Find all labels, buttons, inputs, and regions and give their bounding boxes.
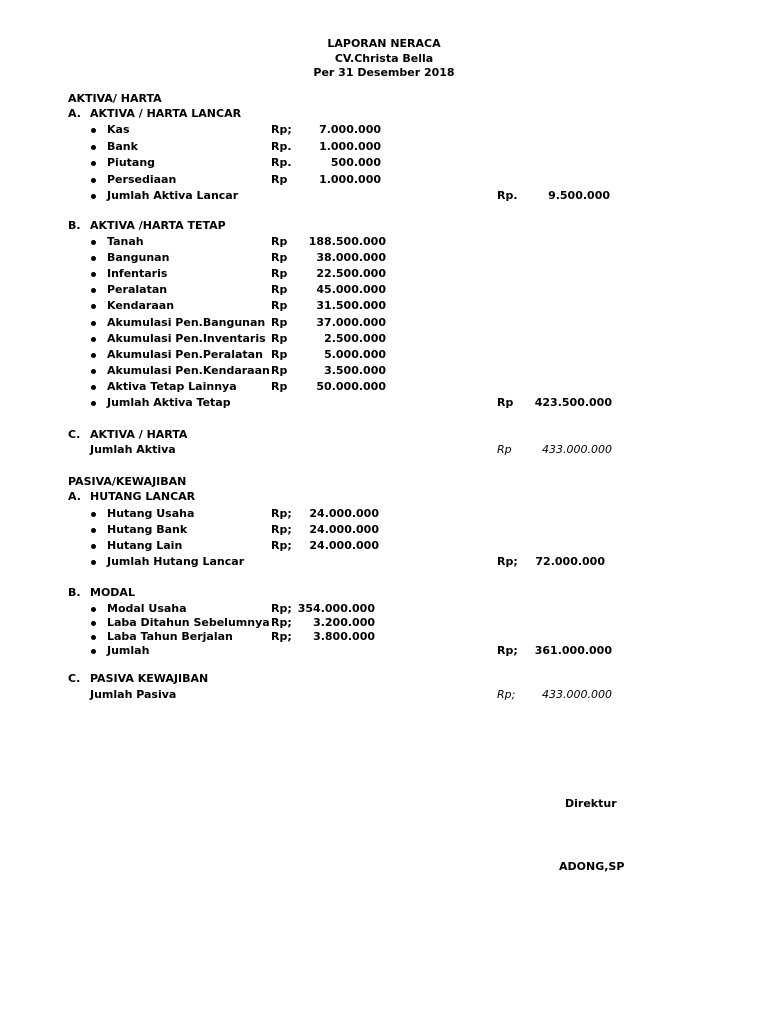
item-amount: 3.800.000 [313,630,375,643]
aktiva-heading: AKTIVA/ HARTA [68,92,162,105]
item-label: Hutang Lain [107,539,183,552]
item-amount: 3.200.000 [313,616,375,629]
item-label: Akumulasi Pen.Bangunan [107,315,266,329]
item-currency: Rp; [271,539,292,552]
item-label: Hutang Bank [107,523,188,536]
total-pasiva-label: Jumlah Pasiva [90,688,177,701]
item-currency: Rp [271,235,288,248]
item-currency: Rp [271,283,288,297]
total-label: Jumlah Aktiva Tetap [107,396,231,409]
section-title-aktiva-summary: AKTIVA / HARTA [90,428,188,441]
total-currency: Rp; [497,555,518,568]
bullet-icon [91,161,96,166]
bullet-icon [91,128,96,133]
item-amount: 1.000.000 [319,139,381,153]
item-currency: Rp [271,379,288,393]
total-aktiva-amount: 433.000.000 [542,443,612,456]
bullet-icon [91,272,96,277]
bullet-icon [91,649,96,654]
bullet-icon [91,337,96,342]
item-amount: 5.000.000 [324,347,386,361]
company-name: CV.Christa Bella [334,52,434,65]
item-currency: Rp. [271,139,292,153]
section-letter-aktiva-summary: C. [68,428,81,441]
item-amount: 500.000 [330,156,381,169]
bullet-icon [91,304,96,309]
item-currency: Rp; [271,523,292,536]
bullet-icon [91,240,96,245]
bullet-icon [91,145,96,150]
item-amount: 45.000.000 [316,283,386,297]
item-currency: Rp [271,347,288,361]
total-amount: 423.500.000 [534,396,612,409]
item-amount: 3.500.000 [324,363,386,377]
item-amount: 31.500.000 [316,299,386,313]
section-letter-aktiva-lancar: A. [68,107,81,120]
item-amount: 188.500.000 [308,235,386,248]
total-amount: 9.500.000 [548,189,610,202]
item-label: Modal Usaha [107,602,187,615]
total-label: Jumlah [107,644,150,657]
item-currency: Rp; [271,507,292,520]
item-label: Akumulasi Pen.Peralatan [107,347,263,361]
section-letter-aktiva-tetap: B. [68,219,81,232]
item-label: Aktiva Tetap Lainnya [107,379,237,393]
total-currency: Rp [497,396,514,409]
bullet-icon [91,256,96,261]
item-amount: 1.000.000 [319,172,381,186]
item-label: Piutang [107,156,156,169]
total-pasiva-amount: 433.000.000 [542,688,612,701]
total-currency: Rp; [497,644,518,657]
total-aktiva-label: Jumlah Aktiva [90,443,176,456]
section-letter-modal: B. [68,586,81,599]
bullet-icon [91,385,96,390]
item-label: Persediaan [107,172,177,186]
section-title-hutang-lancar: HUTANG LANCAR [90,490,196,503]
item-currency: Rp; [271,616,292,629]
pasiva-heading: PASIVA/KEWAJIBAN [68,475,187,488]
section-title-aktiva-tetap: AKTIVA /HARTA TETAP [90,219,226,232]
section-title-aktiva-lancar: AKTIVA / HARTA LANCAR [90,107,242,120]
item-amount: 354.000.000 [297,602,375,615]
signature-role: Direktur [565,797,617,810]
item-label: Akumulasi Pen.Inventaris [107,331,266,345]
total-currency: Rp. [497,189,518,202]
item-label: Laba Ditahun Sebelumnya [107,616,270,629]
report-period: Per 31 Desember 2018 [313,66,455,79]
item-currency: Rp [271,363,288,377]
section-title-pasiva-summary: PASIVA KEWAJIBAN [90,672,209,685]
total-label: Jumlah Aktiva Lancar [107,189,239,202]
item-amount: 24.000.000 [309,523,379,536]
item-amount: 50.000.000 [316,379,386,393]
item-currency: Rp [271,315,288,329]
item-label: Kendaraan [107,299,175,313]
bullet-icon [91,401,96,406]
bullet-icon [91,621,96,626]
item-amount: 22.500.000 [316,267,386,281]
item-amount: 2.500.000 [324,331,386,345]
item-currency: Rp [271,331,288,345]
item-currency: Rp [271,299,288,313]
signature-name: ADONG,SP [559,860,625,873]
item-label: Tanah [107,235,144,248]
section-letter-hutang-lancar: A. [68,490,81,503]
bullet-icon [91,288,96,293]
bullet-icon [91,194,96,199]
bullet-icon [91,560,96,565]
item-label: Bangunan [107,251,170,265]
item-amount: 37.000.000 [316,315,386,329]
bullet-icon [91,369,96,374]
section-letter-pasiva-summary: C. [68,672,81,685]
item-currency: Rp [271,172,288,186]
item-currency: Rp; [271,123,292,136]
bullet-icon [91,321,96,326]
bullet-icon [91,528,96,533]
bullet-icon [91,544,96,549]
bullet-icon [91,178,96,183]
item-label: Infentaris [107,267,168,281]
bullet-icon [91,353,96,358]
item-amount: 24.000.000 [309,539,379,552]
item-currency: Rp [271,267,288,281]
item-currency: Rp. [271,156,292,169]
bullet-icon [91,635,96,640]
item-label: Peralatan [107,283,168,297]
item-label: Akumulasi Pen.Kendaraan [107,363,270,377]
item-label: Kas [107,123,130,136]
total-amount: 72.000.000 [535,555,605,568]
total-aktiva-currency: Rp [497,443,512,456]
total-label: Jumlah Hutang Lancar [107,555,245,568]
section-title-modal: MODAL [90,586,135,599]
item-label: Laba Tahun Berjalan [107,630,233,643]
item-currency: Rp; [271,602,292,615]
item-amount: 38.000.000 [316,251,386,265]
bullet-icon [91,512,96,517]
total-amount: 361.000.000 [534,644,612,657]
total-pasiva-currency: Rp; [497,688,516,701]
item-currency: Rp [271,251,288,265]
item-amount: 24.000.000 [309,507,379,520]
item-amount: 7.000.000 [319,123,381,136]
item-currency: Rp; [271,630,292,643]
report-title: LAPORAN NERACA [327,37,441,50]
bullet-icon [91,607,96,612]
item-label: Hutang Usaha [107,507,195,520]
item-label: Bank [107,139,138,153]
